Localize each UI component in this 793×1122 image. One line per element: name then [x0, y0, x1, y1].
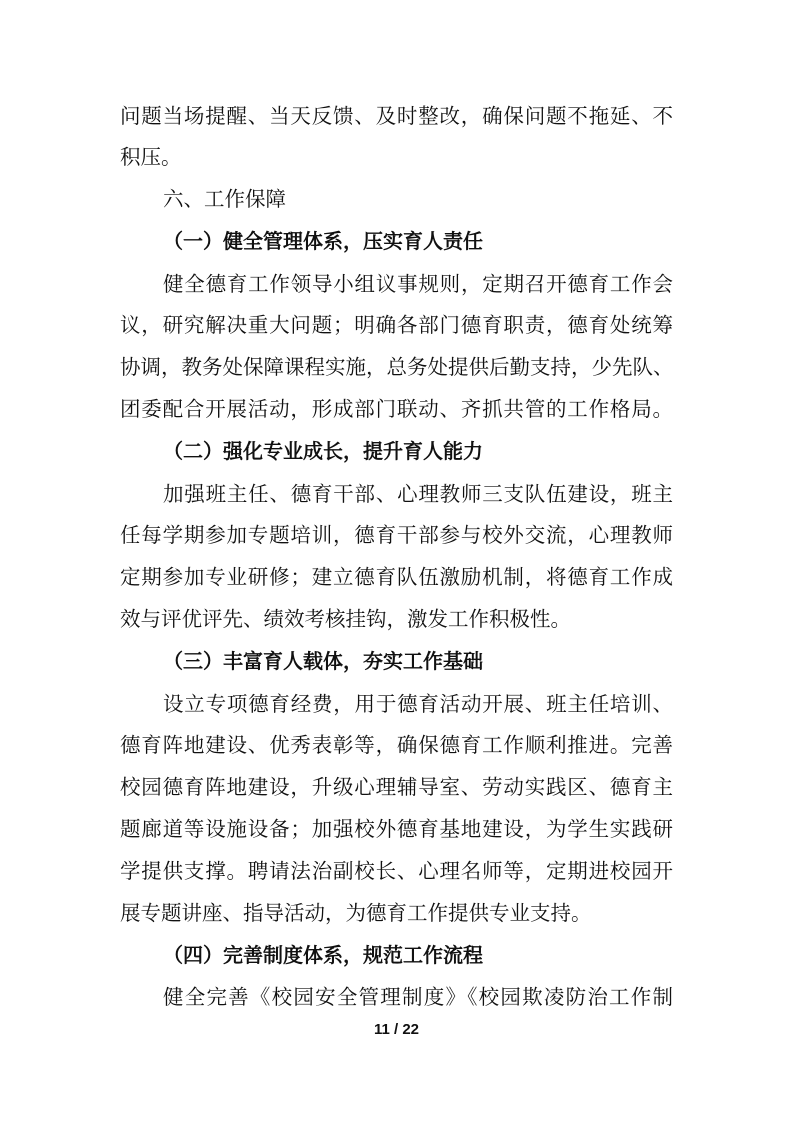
body-text-line: 任每学期参加专题培训，德育干部参与校外交流，心理教师 [120, 523, 673, 547]
body-text-line: 加强班主任、德育干部、心理教师三支队伍建设，班主 [163, 482, 673, 506]
body-text-line: 定期参加专业研修；建立德育队伍激励机制，将德育工作成 [120, 565, 673, 589]
body-text-line: 协调，教务处保障课程实施，总务处提供后勤支持，少先队、 [120, 355, 674, 379]
subsection-heading: （四）完善制度体系，规范工作流程 [163, 943, 483, 967]
body-text-line: 积压。 [120, 145, 182, 169]
body-text-line: 问题当场提醒、当天反馈、及时整改，确保问题不拖延、不 [120, 104, 673, 128]
body-text-line: 效与评优评先、绩效考核挂钩，激发工作积极性。 [120, 607, 571, 631]
section-heading: 六、工作保障 [163, 187, 286, 211]
subsection-heading: （三）丰富育人载体，夯实工作基础 [163, 649, 483, 673]
body-text-line: 议，研究解决重大问题；明确各部门德育职责，德育处统筹 [120, 313, 673, 337]
body-text-line: 德育阵地建设、优秀表彰等，确保德育工作顺利推进。完善 [120, 733, 673, 757]
subsection-heading: （一）健全管理体系，压实育人责任 [163, 229, 483, 253]
body-text-line: 健全德育工作领导小组议事规则，定期召开德育工作会 [163, 272, 673, 296]
body-text-line: 校园德育阵地建设，升级心理辅导室、劳动实践区、德育主 [120, 775, 673, 799]
body-text-line: 健全完善《校园安全管理制度》《校园欺凌防治工作制 [163, 985, 673, 1009]
body-text-line: 设立专项德育经费，用于德育活动开展、班主任培训、 [163, 692, 673, 716]
body-text-line: 团委配合开展活动，形成部门联动、齐抓共管的工作格局。 [120, 397, 673, 421]
body-text-line: 展专题讲座、指导活动，为德育工作提供专业支持。 [120, 901, 592, 925]
page-number: 11 / 22 [373, 1021, 420, 1038]
subsection-heading: （二）强化专业成长，提升育人能力 [163, 439, 483, 463]
body-text-line: 题廊道等设施设备；加强校外德育基地建设，为学生实践研 [120, 817, 673, 841]
body-text-line: 学提供支撑。聘请法治副校长、心理名师等，定期进校园开 [120, 859, 673, 883]
